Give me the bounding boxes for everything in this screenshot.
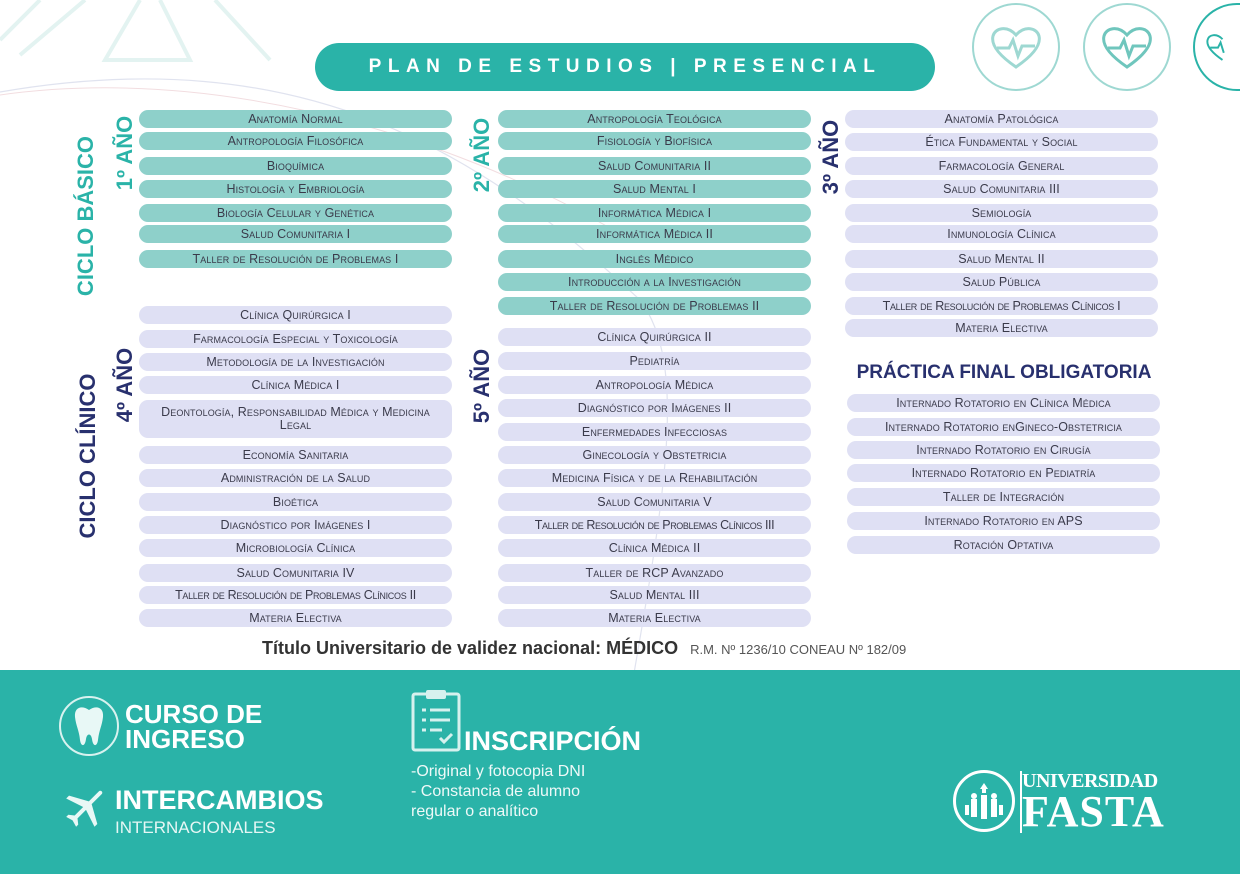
intercambios-sub: INTERNACIONALES — [115, 818, 276, 837]
heart-pulse-icon — [972, 3, 1060, 91]
logo-university-text: UNIVERSIDAD — [1022, 770, 1158, 792]
subject-item: Clínica Quirúrgica II — [498, 328, 811, 346]
year-label-3: 3º AÑO — [818, 119, 843, 195]
subject-item: Salud Mental III — [498, 586, 811, 604]
subject-item: Salud Comunitaria V — [498, 493, 811, 511]
degree-line — [262, 638, 906, 659]
subject-item: Pediatría — [498, 352, 811, 370]
subject-item: Internado Rotatorio en Cirugía — [847, 441, 1160, 459]
subject-item: Clínica Quirúrgica I — [139, 306, 452, 324]
subject-item: Deontología, Responsabilidad Médica y Medicina Legal — [139, 400, 452, 438]
inscripcion-requirements — [411, 762, 585, 822]
curso-ingreso-line1: CURSO DE — [125, 699, 263, 729]
degree-resolution: R.M. Nº 1236/10 CONEAU Nº 182/09 — [690, 642, 907, 657]
subject-item: Taller de Resolución de Problemas Clínicos II — [139, 586, 452, 604]
subject-item: Salud Mental I — [498, 180, 811, 198]
clipboard-icon — [410, 688, 462, 752]
subject-item: Materia Electiva — [845, 319, 1158, 337]
requirement-line: regular o analítico — [411, 803, 539, 820]
subject-item: Diagnóstico por Imágenes I — [139, 516, 452, 534]
subject-item: Internado Rotatorio enGineco-Obstetricia — [847, 418, 1160, 436]
subject-item: Salud Comunitaria III — [845, 180, 1158, 198]
subject-item: Salud Comunitaria I — [139, 225, 452, 243]
subject-item: Rotación Optativa — [847, 536, 1160, 554]
intercambios-heading: INTERCAMBIOS — [115, 785, 324, 815]
subject-item: Informática Médica I — [498, 204, 811, 222]
subject-item: Antropología Teológica — [498, 110, 811, 128]
subject-item: Inmunología Clínica — [845, 225, 1158, 243]
subject-item: Bioquímica — [139, 157, 452, 175]
subject-item: Taller de Resolución de Problemas I — [139, 250, 452, 268]
subject-item: Internado Rotatorio en APS — [847, 512, 1160, 530]
subject-item: Farmacología Especial y Toxicología — [139, 330, 452, 348]
subject-item: Antropología Filosófica — [139, 132, 452, 150]
subject-item: Enfermedades Infecciosas — [498, 423, 811, 441]
subject-item: Bioética — [139, 493, 452, 511]
subject-item: Microbiología Clínica — [139, 539, 452, 557]
heart-pulse-icon — [1193, 3, 1240, 91]
subject-item: Clínica Médica I — [139, 376, 452, 394]
subject-item: Taller de Resolución de Problemas Clínicos III — [498, 516, 811, 534]
inscripcion-heading: INSCRIPCIÓN — [464, 726, 642, 756]
subject-item: Histología y Embriología — [139, 180, 452, 198]
subject-item: Taller de Resolución de Problemas Clínicos I — [845, 297, 1158, 315]
subject-item: Internado Rotatorio en Clínica Médica — [847, 394, 1160, 412]
subject-item: Anatomía Patológica — [845, 110, 1158, 128]
cycle-label-clinico: CICLO CLÍNICO — [75, 373, 100, 539]
subject-item: Fisiología y Biofísica — [498, 132, 811, 150]
heart-pulse-icon — [1083, 3, 1171, 91]
degree-title: Título Universitario de validez nacional: MÉDICO — [262, 638, 679, 658]
cycle-label-basico: CICLO BÁSICO — [73, 135, 98, 297]
logo-fasta-text: FASTA — [1022, 787, 1165, 836]
subject-item: Informática Médica II — [498, 225, 811, 243]
subject-item: Antropología Médica — [498, 376, 811, 394]
subject-item: Taller de Resolución de Problemas II — [498, 297, 811, 315]
subject-item: Salud Comunitaria II — [498, 157, 811, 175]
pfo-title: PRÁCTICA FINAL OBLIGATORIA — [856, 362, 1152, 383]
year-label-5: 5º AÑO — [469, 348, 494, 424]
subject-item: Anatomía Normal — [139, 110, 452, 128]
subject-item: Salud Pública — [845, 273, 1158, 291]
subject-item: Ética Fundamental y Social — [845, 133, 1158, 151]
subject-item: Taller de Integración — [847, 488, 1160, 506]
year-label-4: 4º AÑO — [112, 347, 137, 423]
requirement-line: -Original y fotocopia DNI — [411, 763, 586, 780]
airplane-icon — [62, 783, 110, 831]
subject-item: Farmacología General — [845, 157, 1158, 175]
subject-item: Ginecología y Obstetricia — [498, 446, 811, 464]
subject-item: Diagnóstico por Imágenes II — [498, 399, 811, 417]
subject-item: Economía Sanitaria — [139, 446, 452, 464]
subject-item: Metodología de la Investigación — [139, 353, 452, 371]
tooth-icon — [59, 696, 119, 756]
year-label-2: 2º AÑO — [469, 117, 494, 193]
requirement-line: - Constancia de alumno — [411, 783, 580, 800]
subject-item: Administración de la Salud — [139, 469, 452, 487]
subject-item: Inglés Médico — [498, 250, 811, 268]
subject-item: Internado Rotatorio en Pediatría — [847, 464, 1160, 482]
subject-item: Semiología — [845, 204, 1158, 222]
year-label-1: 1º AÑO — [112, 115, 137, 191]
subject-item: Materia Electiva — [498, 609, 811, 627]
page-title: PLAN DE ESTUDIOS | PRESENCIAL — [315, 43, 935, 91]
subject-item: Medicina Física y de la Rehabilitación — [498, 469, 811, 487]
subject-item: Salud Mental II — [845, 250, 1158, 268]
subject-item: Clínica Médica II — [498, 539, 811, 557]
subject-item: Introducción a la Investigación — [498, 273, 811, 291]
subject-item: Taller de RCP Avanzado — [498, 564, 811, 582]
subject-item: Materia Electiva — [139, 609, 452, 627]
subject-item: Salud Comunitaria IV — [139, 564, 452, 582]
curso-ingreso-line2: INGRESO — [125, 724, 245, 754]
fasta-logo-icon — [953, 770, 1015, 832]
subject-item: Biología Celular y Genética — [139, 204, 452, 222]
